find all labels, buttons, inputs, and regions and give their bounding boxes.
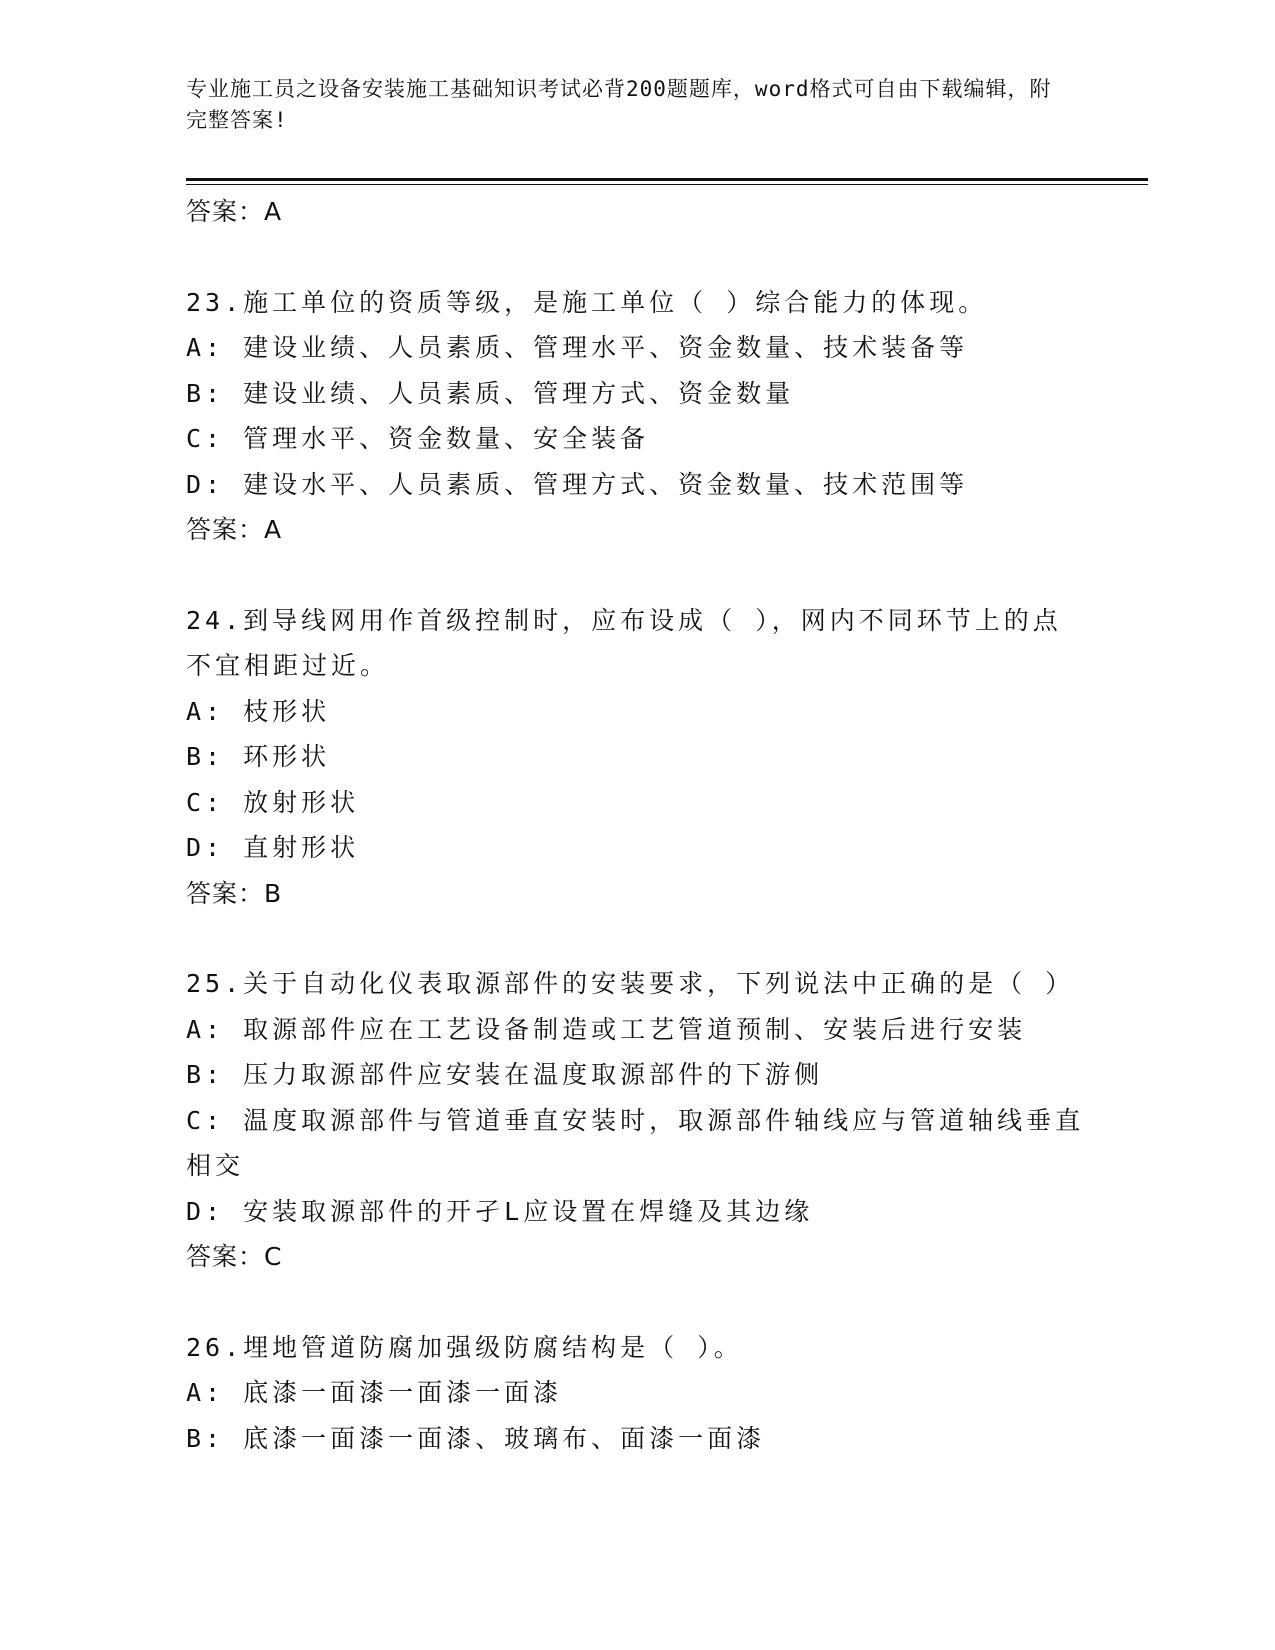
question-stem: 26.埋地管道防腐加强级防腐结构是（ ）。 bbox=[186, 1332, 743, 1362]
option-b: B: 底漆一面漆一面漆、玻璃布、面漆一面漆 bbox=[186, 1423, 766, 1453]
document-title: 专业施工员之设备安装施工基础知识考试必背200题题库，word格式可自由下载编辑，附完整答案! bbox=[186, 77, 1052, 132]
answer: 答案：A bbox=[186, 515, 283, 544]
answer: 答案：C bbox=[186, 1242, 283, 1271]
option-b: B: 压力取源部件应安装在温度取源部件的下游侧 bbox=[186, 1060, 824, 1089]
header-divider-thin bbox=[186, 184, 1148, 185]
question-stem: 24.到导线网用作首级控制时，应布设成（ ），网内不同环节上的点不宜相距过近。 bbox=[186, 605, 1062, 680]
question-26 bbox=[186, 1325, 1086, 1462]
option-c: C: 温度取源部件与管道垂直安装时，取源部件轴线应与管道轴线垂直相交 bbox=[186, 1105, 1085, 1180]
option-d: D: 建设水平、人员素质、管理方式、资金数量、技术范围等 bbox=[186, 469, 969, 499]
option-d: D: 直射形状 bbox=[186, 833, 360, 862]
option-b: B: 环形状 bbox=[186, 742, 331, 771]
question-25 bbox=[186, 961, 1086, 1280]
question-list bbox=[186, 189, 1086, 1461]
document-header bbox=[186, 74, 1066, 136]
question-23 bbox=[186, 280, 1086, 553]
question-stem: 23.施工单位的资质等级，是施工单位（ ）综合能力的体现。 bbox=[186, 287, 988, 317]
question-24 bbox=[186, 598, 1086, 917]
option-d: D: 安装取源部件的开孑L应设置在焊缝及其边缘 bbox=[186, 1196, 814, 1226]
question-stem: 25.关于自动化仪表取源部件的安装要求，下列说法中正确的是（ ） bbox=[186, 969, 1075, 998]
option-c: C: 放射形状 bbox=[186, 787, 360, 817]
option-c: C: 管理水平、资金数量、安全装备 bbox=[186, 424, 650, 453]
header-divider-thick bbox=[186, 178, 1148, 181]
option-a: A: 枝形状 bbox=[186, 696, 331, 726]
answer: 答案：B bbox=[186, 878, 283, 908]
option-a: A: 取源部件应在工艺设备制造或工艺管道预制、安装后进行安装 bbox=[186, 1014, 1027, 1044]
previous-answer: 答案：A bbox=[186, 197, 283, 226]
option-b: B: 建设业绩、人员素质、管理方式、资金数量 bbox=[186, 378, 795, 408]
option-a: A: 建设业绩、人员素质、管理水平、资金数量、技术装备等 bbox=[186, 333, 969, 362]
option-a: A: 底漆一面漆一面漆一面漆 bbox=[186, 1378, 563, 1407]
